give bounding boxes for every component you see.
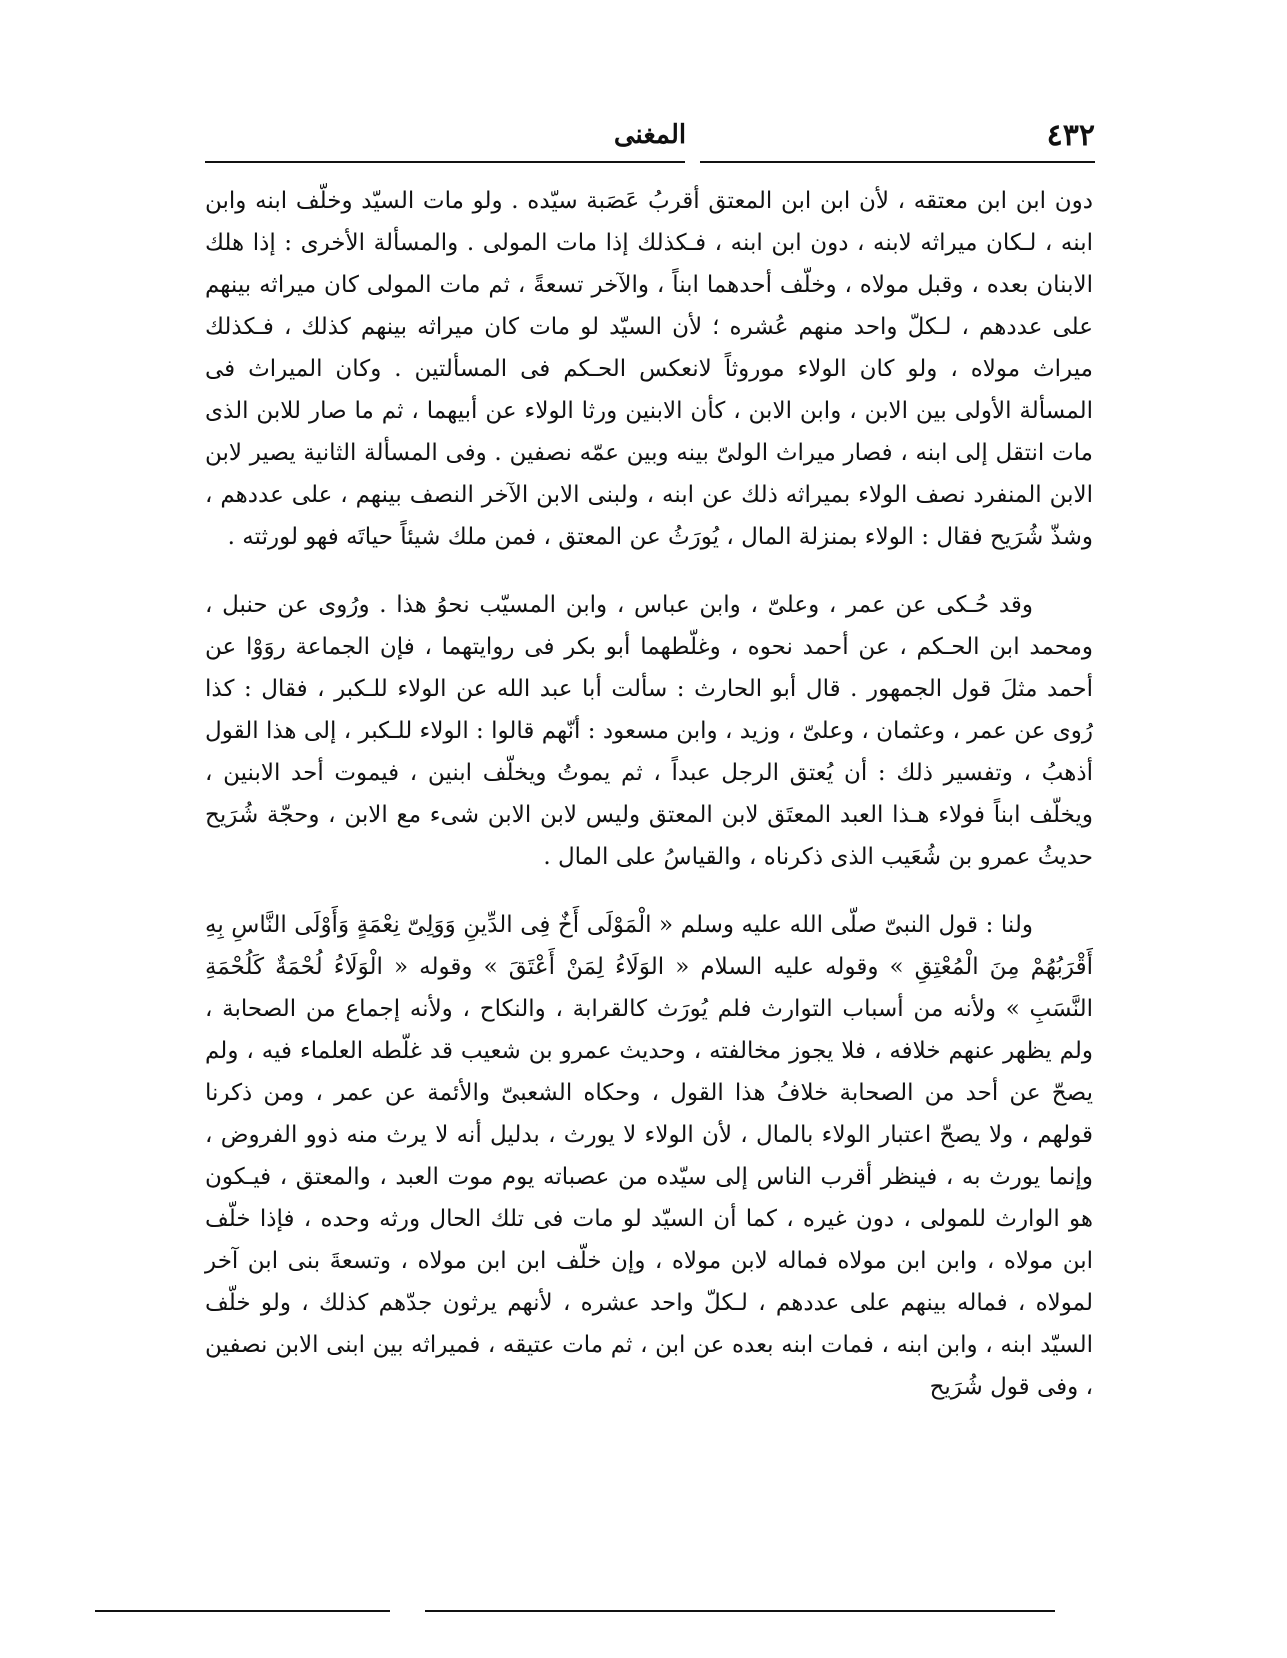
running-title: المغنى (613, 120, 687, 150)
page-number: ٤٣٢ (1046, 118, 1095, 153)
footer-rule-right (425, 1610, 1055, 1612)
paragraph-3: ولنا : قول النبىّ صلّى الله عليه وسلم « الْمَوْلَى أَخٌ فِى الدِّينِ وَوَلِىّ نِعْمَةٍ وَأَوْلَى النَّاسِ بِهِ أَقْرَبُهُمْ مِنَ الْمُعْتِقِ » وقوله عليه السلام « الوَلَاءُ لِمَنْ أَعْتَقَ » وقوله « الْوَلَاءُ لُحْمَةٌ كَلُحْمَةِ النَّسَبِ » ولأنه من أسباب التوارث فلم يُورَث كالقرابة ، والنكاح ، ولأنه إجماع من الصحابة ، ولم يظهر عنهم خلافه ، فلا يجوز مخالفته ، وحديث عمرو بن شعيب قد غلّطه العلماء فيه ، ولم يصحّ عن أحد من الصحابة خلافُ هذا القول ، وحكاه الشعبىّ والأئمة عن عمر ، ومن ذكرنا قولهم ، ولا يصحّ اعتبار الولاء بالمال ، لأن الولاء لا يورث ، بدليل أنه لا يرث منه ذوو الفروض ، وإنما يورث به ، فينظر أقرب الناس إلى سيّده من عصباته يوم موت العبد ، والمعتق ، فيـكون هو الوارث للمولى ، دون غيره ، كما أن السيّد لو مات فى تلك الحال ورثه وحده ، فإذا خلّف ابن مولاه ، وابن ابن مولاه فماله لابن مولاه ، وإن خلّف ابن ابن مولاه ، وتسعةَ بنى ابن آخر لمولاه ، فماله بينهم على عددهم ، لـكلّ واحد عشره ، لأنهم يرثون جدّهم كذلك ، ولو خلّف السيّد ابنه ، وابن ابنه ، فمات ابنه بعده عن ابن ، ثم مات عتيقه ، فميراثه بين ابنى الابن نصفين ، وفى قول شُرَيح (205, 912, 1093, 1400)
header-rule-right (700, 161, 1095, 163)
paragraph-1: دون ابن ابن معتقه ، لأن ابن ابن المعتق أقربُ عَصَبة سيّده . ولو مات السيّد وخلّف ابنه وابن ابنه ، لـكان ميراثه لابنه ، دون ابن ابنه ، فـكذلك إذا مات المولى . والمسألة الأخرى : إذا هلك الابنان بعده ، وقبل مولاه ، وخلّف أحدهما ابناً ، والآخر تسعةً ، ثم مات المولى كان ميراثه بينهم على عددهم ، لـكلّ واحد منهم عُشره ؛ لأن السيّد لو مات كان ميراثه بينهم كذلك ، فـكذلك ميراث مولاه ، ولو كان الولاء موروثاً لانعكس الحـكم فى المسألتين . وكان الميراث فى المسألة الأولى بين الابن ، وابن الابن ، كأن الابنين ورثا الولاء عن أبيهما ، ثم ما صار للابن الذى مات انتقل إلى ابنه ، فصار ميراث الولىّ بينه وبين عمّه نصفين . وفى المسألة الثانية يصير لابن الابن المنفرد نصف الولاء بميراثه ذلك عن ابنه ، ولبنى الابن الآخر النصف بينهم ، على عددهم ، وشذّ شُرَيح فقال : الولاء بمنزلة المال ، يُورَثُ عن المعتق ، فمن ملك شيئاً حياتَه فهو لورثته . (205, 188, 1093, 550)
body-text (205, 180, 1093, 1408)
header-rule-left (205, 161, 685, 163)
footer-rule-left (95, 1610, 390, 1612)
paragraph-2: وقد حُـكى عن عمر ، وعلىّ ، وابن عباس ، وابن المسيّب نحوُ هذا . ورُوى عن حنبل ، ومحمد ابن الحـكم ، عن أحمد نحوه ، وغلّطهما أبو بكر فى روايتهما ، فإن الجماعة روَوْا عن أحمد مثلَ قول الجمهور . قال أبو الحارث : سألت أبا عبد الله عن الولاء للـكبر ، فقال : كذا رُوى عن عمر ، وعثمان ، وعلىّ ، وزيد ، وابن مسعود : أنّهم قالوا : الولاء للـكبر ، إلى هذا القول أذهبُ ، وتفسير ذلك : أن يُعتق الرجل عبداً ، ثم يموتُ ويخلّف ابنين ، فيموت أحد الابنين ، ويخلّف ابناً فولاء هـذا العبد المعتَق لابن المعتق وليس لابن الابن شىء مع الابن ، وحجّة شُرَيح حديثُ عمرو بن شُعَيب الذى ذكرناه ، والقياسُ على المال . (205, 592, 1094, 870)
page-header (205, 112, 1095, 160)
